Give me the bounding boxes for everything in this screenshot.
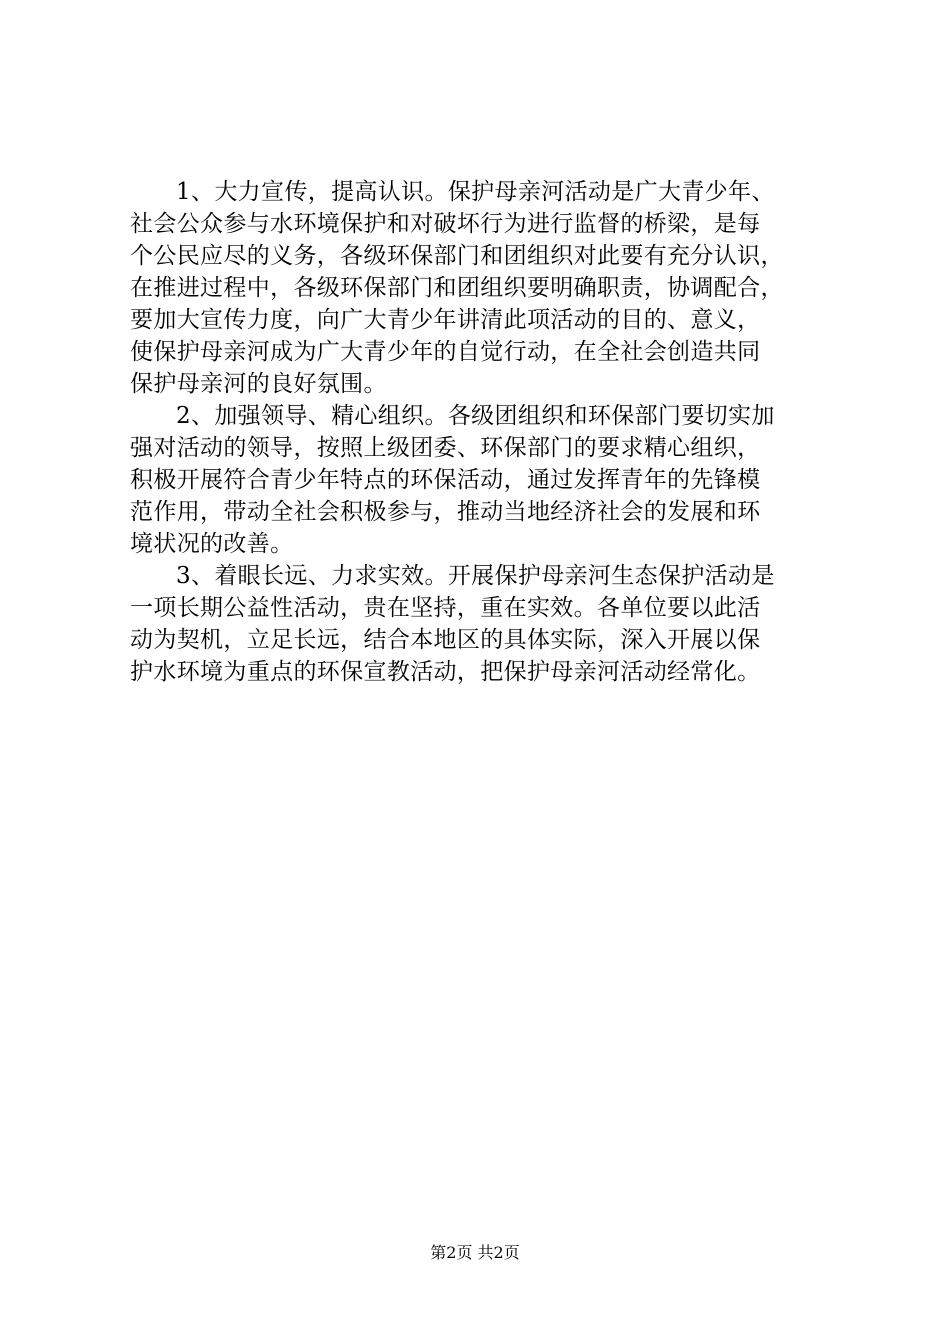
document-body	[130, 176, 830, 688]
paragraph-line: 3、着眼长远、力求实效。开展保护母亲河生态保护活动是	[176, 563, 775, 589]
paragraph-1	[130, 176, 830, 400]
paragraph-line: 一项长期公益性活动，贵在坚持，重在实效。各单位要以此活	[130, 595, 761, 621]
paragraph-line: 积极开展符合青少年特点的环保活动，通过发挥青年的先锋模	[130, 467, 761, 493]
paragraph-line: 2、加强领导、精心组织。各级团组织和环保部门要切实加	[176, 403, 775, 429]
paragraph-line: 保护母亲河的良好氛围。	[130, 371, 387, 397]
paragraph-line: 要加大宣传力度，向广大青少年讲清此项活动的目的、意义，	[130, 307, 761, 333]
paragraph-line: 境状况的改善。	[130, 531, 294, 557]
paragraph-line: 1、大力宣传，提高认识。保护母亲河活动是广大青少年、	[176, 179, 775, 205]
page-footer	[0, 1243, 950, 1263]
paragraph-line: 强对活动的领导，按照上级团委、环保部门的要求精心组织，	[130, 435, 761, 461]
page-number: 第2页 共2页	[430, 1243, 520, 1262]
paragraph-line: 使保护母亲河成为广大青少年的自觉行动，在全社会创造共同	[130, 339, 761, 365]
paragraph-3	[130, 560, 830, 688]
paragraph-line: 护水环境为重点的环保宣教活动，把保护母亲河活动经常化。	[130, 659, 761, 685]
paragraph-line: 个公民应尽的义务，各级环保部门和团组织对此要有充分认识，	[130, 243, 784, 269]
paragraph-2	[130, 400, 830, 560]
paragraph-line: 社会公众参与水环境保护和对破坏行为进行监督的桥梁，是每	[130, 211, 761, 237]
paragraph-line: 动为契机，立足长远，结合本地区的具体实际，深入开展以保	[130, 627, 761, 653]
paragraph-line: 在推进过程中，各级环保部门和团组织要明确职责，协调配合，	[130, 275, 784, 301]
paragraph-line: 范作用，带动全社会积极参与，推动当地经济社会的发展和环	[130, 499, 761, 525]
